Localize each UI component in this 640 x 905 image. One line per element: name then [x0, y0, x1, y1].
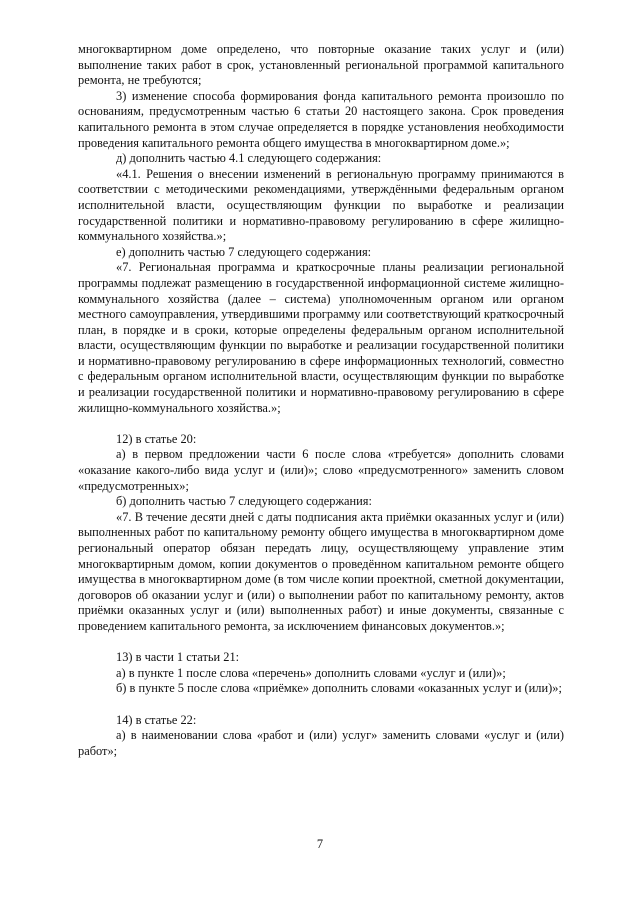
section-gap [78, 416, 564, 432]
paragraph-item-14: 14) в статье 22: [116, 712, 197, 727]
paragraph-item-3: 3) изменение способа формирования фонда капитального ремонта произошло по основаниям, предусмотренным частью 6 статьи 20 настоящего закона. Срок проведения капитального ремонта в этом случае определяется в порядке установления необходимости проведения капитального ремонта общего имущества в многоквартирном доме.»; [78, 88, 564, 150]
paragraph-item-13: 13) в части 1 статьи 21: [116, 650, 240, 665]
paragraph-item-13b: б) в пункте 5 после слова «приёмке» дополнить словами «оказанных услуг и (или)»; [116, 681, 562, 696]
paragraph-quote-4-1: «4.1. Решения о внесении изменений в региональную программу принимаются в соответствии с методическими рекомендациями, утверждёнными федеральным органом исполнительной власти, осуществляющим функции по выработке и реализации государственной политики и нормативно-правовому регулированию в сфере жилищно-коммунального хозяйства.»; [78, 166, 564, 244]
paragraph-item-12a: а) в первом предложении части 6 после слова «требуется» дополнить словами «оказание какого-либо вида услуг и (или)»; слово «предусмотренного» заменить словом «предусмотренных»; [78, 447, 564, 493]
page-number: 7 [316, 837, 324, 851]
section-gap [78, 697, 564, 713]
paragraph-quote-7-operator: «7. В течение десяти дней с даты подписания акта приёмки оказанных услуг и (или) выполненных работ по капитальному ремонту общего имущества в многоквартирном доме региональный оператор обязан передать лицу, осуществляющему управление этим многоквартирным домом, копии документов о проведённом капитальном ремонте общего имущества в многоквартирном доме (в том числе копии проектной, сметной документации, договоров об оказании услуг и (или) о выполнении работ по капитальному ремонту, актов приёмки оказанных услуг и (или) выполненных работ) и иные документы, связанные с проведением капитального ремонта, за исключением финансовых документов.»; [78, 509, 564, 633]
paragraph-item-e: е) дополнить частью 7 следующего содержания: [116, 244, 372, 259]
paragraph-quote-7-program: «7. Региональная программа и краткосрочные планы реализации региональной программы подлежат размещению в государственной информационной системе жилищно-коммунального хозяйства (далее – система) уполномоченным органом или органом местного самоуправления, утвердившими программу или соответствующий краткосрочный план, в порядке и в сроки, которые определены федеральным органом исполнительной власти, осуществляющим функции по выработке и реализации государственной политики и нормативно-правовому регулированию в сфере информационных технологий, совместно с федеральным органом исполнительной власти, осуществляющим функции по выработке и реализации государственной политики и нормативно-правовому регулированию в сфере жилищно-коммунального хозяйства.»; [78, 260, 564, 415]
paragraph-item-14a: а) в наименовании слова «работ и (или) услуг» заменить словами «услуг и (или) работ»; [78, 728, 564, 758]
section-gap [78, 635, 564, 651]
paragraph-continuation: многоквартирном доме определено, что повторные оказание таких услуг и (или) выполнение таких работ в срок, установленный региональной программой капитального ремонта, не требуются; [78, 42, 564, 88]
document-page [78, 42, 564, 759]
paragraph-item-d: д) дополнить частью 4.1 следующего содержания: [116, 151, 382, 166]
paragraph-item-12b: б) дополнить частью 7 следующего содержания: [116, 494, 372, 509]
paragraph-item-12: 12) в статье 20: [116, 431, 197, 446]
paragraph-item-13a: а) в пункте 1 после слова «перечень» дополнить словами «услуг и (или)»; [116, 665, 506, 680]
